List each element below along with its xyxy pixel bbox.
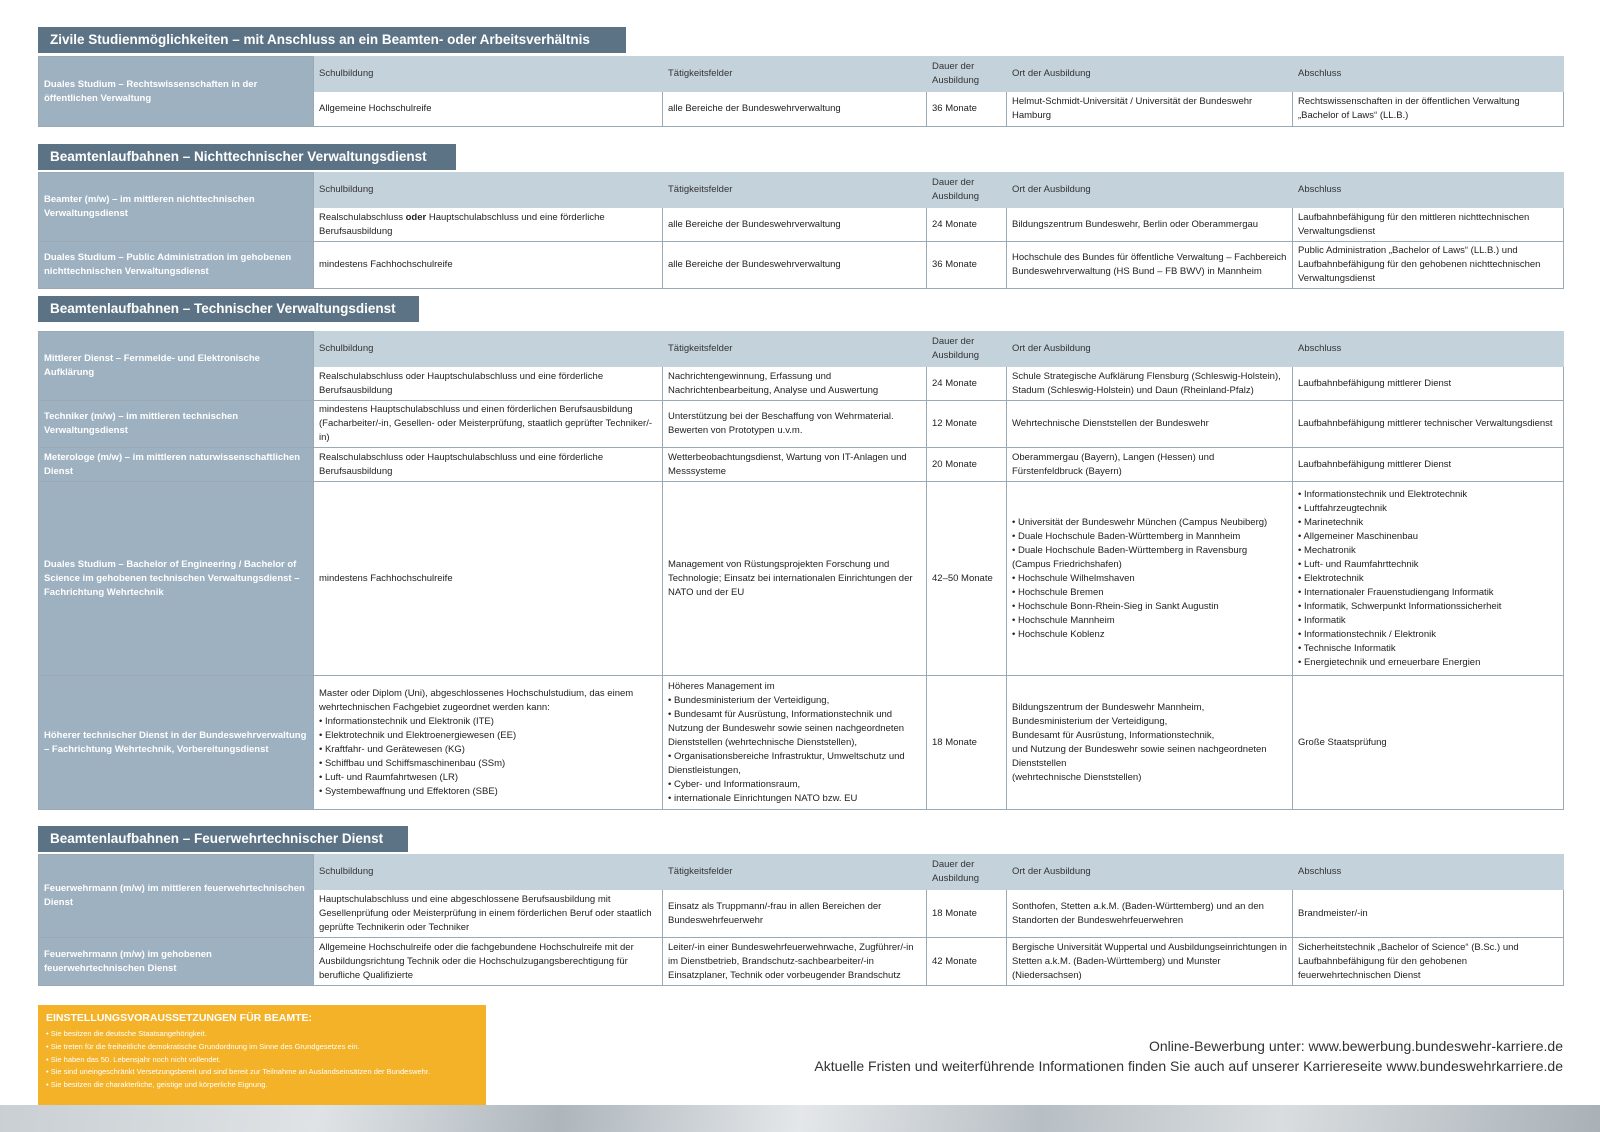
table-header-row	[39, 57, 1564, 92]
taetigkeit-list	[668, 694, 921, 806]
header-abschluss: Abschluss	[1293, 855, 1564, 890]
ort-line: und Nutzung der Bundeswehr sowie seinen nachgeordneten Dienststellen	[1012, 743, 1267, 769]
list-item: • Organisationsbereiche Infrastruktur, Umweltschutz und Dienstleistungen,	[668, 750, 921, 778]
list-item: • Duale Hochschule Baden-Württemberg in Ravensburg (Campus Friedrichshafen)	[1012, 544, 1287, 572]
cell-schulbildung: mindestens Hauptschulabschluss und einen förderlichen Berufsausbildung (Facharbeiter/-in, Gesellen- oder Meisterprüfung, staatlich geprüfter Techniker/-in)	[314, 401, 663, 448]
list-item: • Hochschule Bonn-Rhein-Sieg in Sankt Augustin	[1012, 600, 1287, 614]
header-ort: Ort der Ausbildung	[1007, 57, 1293, 92]
cell-taetigkeit: alle Bereiche der Bundeswehrverwaltung	[663, 208, 927, 242]
cell-ort: Sonthofen, Stetten a.k.M. (Baden-Württemberg) und an den Standorten der Bundeswehrfeuerwehren	[1007, 890, 1293, 938]
cell-dauer: 20 Monate	[927, 448, 1007, 482]
footer-bewerbung-link: Online-Bewerbung unter: www.bewerbung.bundeswehr-karriere.de	[1148, 1038, 1563, 1054]
cell-ort: Hochschule des Bundes für öffentliche Verwaltung – Fachbereich Bundeswehrverwaltung (HS Bund – FB BWV) in Mannheim	[1007, 242, 1293, 289]
cell-abschluss: Public Administration „Bachelor of Laws“ (LL.B.) und Laufbahnbefähigung für den gehobenen nichttechnischen Verwaltungsdienst	[1293, 242, 1564, 289]
list-item: • Hochschule Koblenz	[1012, 628, 1287, 642]
cell-taetigkeit: Einsatz als Truppmann/-frau in allen Bereichen der Bundeswehrfeuerwehr	[663, 890, 927, 938]
list-item: • Luftfahrzeugtechnik	[1298, 502, 1558, 516]
header-abschluss: Abschluss	[1293, 173, 1564, 208]
header-abschluss: Abschluss	[1293, 332, 1564, 367]
cell-abschluss: Rechtswissenschaften in der öffentlichen Verwaltung „Bachelor of Laws“ (LL.B.)	[1293, 92, 1564, 127]
list-item: • Sie besitzen die deutsche Staatsangehörigkeit.	[46, 1028, 478, 1041]
cell-schulbildung: Allgemeine Hochschulreife oder die fachgebundene Hochschulreife mit der Ausbildungsrichtung Technik oder die Hochschulzugangsberechtigung für berufliche Qualifizierte	[314, 938, 663, 986]
cell-ort	[1007, 482, 1293, 676]
cell-schulbildung: Realschulabschluss oder Hauptschulabschluss und eine förderliche Berufsausbildung	[314, 448, 663, 482]
taetigkeit-intro: Höheres Management im	[668, 680, 775, 692]
cell-schulbildung: Hauptschulabschluss und eine abgeschlossene Berufsausbildung mit Gesellenprüfung oder Meisterprüfung in einem förderlichen Beruf oder staatlich geprüfte Technikerin oder Techniker	[314, 890, 663, 938]
list-item: • Elektrotechnik und Elektroenergiewesen (EE)	[319, 729, 657, 743]
row-label: Höherer technischer Dienst in der Bundeswehrverwaltung – Fachrichtung Wehrtechnik, Vorbereitungsdienst	[39, 676, 314, 810]
row-label: Feuerwehrmann (m/w) im gehobenen feuerwehrtechnischen Dienst	[39, 938, 314, 986]
cell-schulbildung: Realschulabschluss oder Hauptschulabschluss und eine förderliche Berufsausbildung	[314, 367, 663, 401]
cell-abschluss: Sicherheitstechnik „Bachelor of Science“ (B.Sc.) und Laufbahnbefähigung für den gehobenen feuerwehrtechnischen Dienst	[1293, 938, 1564, 986]
cell-taetigkeit: Wetterbeobachtungsdienst, Wartung von IT-Anlagen und Messsysteme	[663, 448, 927, 482]
schulbildung-list	[319, 715, 657, 799]
footer-info-link: Aktuelle Fristen und weiterführende Informationen finden Sie auch auf unserer Karriereseite www.bundeswehrkarriere.de	[814, 1058, 1563, 1074]
ort-list	[1012, 516, 1287, 642]
list-item: • Universität der Bundeswehr München (Campus Neubiberg)	[1012, 516, 1287, 530]
header-ort: Ort der Ausbildung	[1007, 332, 1293, 367]
requirements-list	[38, 1028, 486, 1092]
cell-dauer: 36 Monate	[927, 242, 1007, 289]
table-header-row	[39, 173, 1564, 208]
section-title: Zivile Studienmöglichkeiten – mit Anschluss an ein Beamten- oder Arbeitsverhältnis	[38, 27, 626, 53]
cell-abschluss: Laufbahnbefähigung mittlerer Dienst	[1293, 367, 1564, 401]
cell-ort	[1007, 676, 1293, 810]
list-item: • Sie sind uneingeschränkt Versetzungsbereit und sind bereit zur Teilnahme an Auslandseinsätzen der Bundeswehr.	[46, 1066, 478, 1079]
header-ort: Ort der Ausbildung	[1007, 855, 1293, 890]
table-feuerwehr	[38, 854, 1564, 986]
list-item: • Informatik	[1298, 614, 1558, 628]
table-zivile-studien	[38, 56, 1564, 127]
cell-taetigkeit	[663, 676, 927, 810]
header-taetigkeit: Tätigkeitsfelder	[663, 173, 927, 208]
cell-taetigkeit: Unterstützung bei der Beschaffung von Wehrmaterial. Bewerten von Prototypen u.v.m.	[663, 401, 927, 448]
cell-abschluss: Große Staatsprüfung	[1293, 676, 1564, 810]
cell-abschluss	[1293, 482, 1564, 676]
header-taetigkeit: Tätigkeitsfelder	[663, 855, 927, 890]
table-header-row	[39, 332, 1564, 367]
list-item: • Energietechnik und erneuerbare Energien	[1298, 656, 1558, 670]
list-item: • Internationaler Frauenstudiengang Informatik	[1298, 586, 1558, 600]
row-label: Feuerwehrmann (m/w) im mittleren feuerwehrtechnischen Dienst	[39, 855, 314, 938]
schulbildung-part-a: Realschulabschluss	[319, 211, 403, 223]
requirements-title: EINSTELLUNGSVORAUSSETZUNGEN FÜR BEAMTE:	[46, 1012, 313, 1024]
row-label: Meterologe (m/w) – im mittleren naturwissenschaftlichen Dienst	[39, 448, 314, 482]
section-title: Beamtenlaufbahnen – Nichttechnischer Verwaltungsdienst	[38, 144, 456, 170]
cell-taetigkeit: Leiter/-in einer Bundeswehrfeuerwehrwache, Zugführer/-in im Dienstbetrieb, Brandschutz-sachbearbeiter/-in Einsatzplaner, Technik oder vorbeugender Brandschutz	[663, 938, 927, 986]
ort-line: Bildungszentrum der Bundeswehr Mannheim,	[1012, 701, 1205, 713]
list-item: • Marinetechnik	[1298, 516, 1558, 530]
header-dauer: Dauer der Ausbildung	[927, 332, 1007, 367]
table-row	[39, 448, 1564, 482]
cell-schulbildung: Allgemeine Hochschulreife	[314, 92, 663, 127]
requirements-box	[38, 1005, 486, 1105]
list-item: • Sie treten für die freiheitliche demokratische Grundordnung im Sinne des Grundgesetzes ein.	[46, 1041, 478, 1054]
ort-line: Bundesamt für Ausrüstung, Informationstechnik,	[1012, 729, 1215, 741]
list-item: • Sie besitzen die charakterliche, geistige und körperliche Eignung.	[46, 1079, 478, 1092]
table-row	[39, 676, 1564, 810]
list-item: • Systembewaffnung und Effektoren (SBE)	[319, 785, 657, 799]
header-abschluss: Abschluss	[1293, 57, 1564, 92]
header-schulbildung: Schulbildung	[314, 57, 663, 92]
list-item: • Bundesministerium der Verteidigung,	[668, 694, 921, 708]
header-ort: Ort der Ausbildung	[1007, 173, 1293, 208]
list-item: • Sie haben das 50. Lebensjahr noch nicht vollendet.	[46, 1054, 478, 1067]
table-row	[39, 242, 1564, 289]
row-label: Duales Studium – Bachelor of Engineering / Bachelor of Science im gehobenen technischen Verwaltungsdienst – Fachrichtung Wehrtechnik	[39, 482, 314, 676]
header-taetigkeit: Tätigkeitsfelder	[663, 332, 927, 367]
header-schulbildung: Schulbildung	[314, 855, 663, 890]
list-item: • Hochschule Mannheim	[1012, 614, 1287, 628]
cell-taetigkeit: alle Bereiche der Bundeswehrverwaltung	[663, 242, 927, 289]
row-label: Beamter (m/w) – im mittleren nichttechnischen Verwaltungsdienst	[39, 173, 314, 242]
list-item: • Luft- und Raumfahrtwesen (LR)	[319, 771, 657, 785]
cell-ort: Wehrtechnische Dienststellen der Bundeswehr	[1007, 401, 1293, 448]
schulbildung-or: oder	[405, 211, 427, 223]
header-dauer: Dauer der Ausbildung	[927, 173, 1007, 208]
list-item: • Allgemeiner Maschinenbau	[1298, 530, 1558, 544]
cell-dauer: 42–50 Monate	[927, 482, 1007, 676]
row-label: Duales Studium – Rechtswissenschaften in der öffentlichen Verwaltung	[39, 57, 314, 127]
cell-ort: Schule Strategische Aufklärung Flensburg (Schleswig-Holstein), Stadum (Schleswig-Holstein) und Daun (Rheinland-Pfalz)	[1007, 367, 1293, 401]
cell-dauer: 24 Monate	[927, 208, 1007, 242]
list-item: • Bundesamt für Ausrüstung, Informationstechnik und Nutzung der Bundeswehr sowie seinen nachgeordneten Dienststellen (wehrtechnische Dienststellen),	[668, 708, 921, 750]
cell-dauer: 18 Monate	[927, 890, 1007, 938]
ort-line: (wehrtechnische Dienststellen)	[1012, 771, 1142, 783]
cell-abschluss: Laufbahnbefähigung für den mittleren nichttechnischen Verwaltungsdienst	[1293, 208, 1564, 242]
header-dauer: Dauer der Ausbildung	[927, 855, 1007, 890]
cell-schulbildung	[314, 208, 663, 242]
table-row	[39, 482, 1564, 676]
cell-schulbildung	[314, 676, 663, 810]
cell-dauer: 18 Monate	[927, 676, 1007, 810]
abschluss-list	[1298, 488, 1558, 670]
list-item: • internationale Einrichtungen NATO bzw. EU	[668, 792, 921, 806]
header-taetigkeit: Tätigkeitsfelder	[663, 57, 927, 92]
list-item: • Cyber- und Informationsraum,	[668, 778, 921, 792]
list-item: • Elektrotechnik	[1298, 572, 1558, 586]
row-label: Mittlerer Dienst – Fernmelde- und Elektronische Aufklärung	[39, 332, 314, 401]
cell-schulbildung: mindestens Fachhochschulreife	[314, 242, 663, 289]
list-item: • Mechatronik	[1298, 544, 1558, 558]
header-schulbildung: Schulbildung	[314, 332, 663, 367]
section-title: Beamtenlaufbahnen – Technischer Verwaltungsdienst	[38, 296, 419, 322]
list-item: • Hochschule Bremen	[1012, 586, 1287, 600]
cell-taetigkeit: alle Bereiche der Bundeswehrverwaltung	[663, 92, 927, 127]
cell-taetigkeit: Management von Rüstungsprojekten Forschung und Technologie; Einsatz bei internationalen Einrichtungen der NATO und der EU	[663, 482, 927, 676]
ort-line: Bundesministerium der Verteidigung,	[1012, 715, 1168, 727]
list-item: • Informationstechnik / Elektronik	[1298, 628, 1558, 642]
cell-schulbildung: mindestens Fachhochschulreife	[314, 482, 663, 676]
cell-ort: Bildungszentrum Bundeswehr, Berlin oder Oberammergau	[1007, 208, 1293, 242]
row-label: Techniker (m/w) – im mittleren technischen Verwaltungsdienst	[39, 401, 314, 448]
cell-ort: Bergische Universität Wuppertal und Ausbildungseinrichtungen in Stetten a.k.M. (Baden-Württemberg) und Munster (Niedersachsen)	[1007, 938, 1293, 986]
header-schulbildung: Schulbildung	[314, 173, 663, 208]
list-item: • Technische Informatik	[1298, 642, 1558, 656]
list-item: • Luft- und Raumfahrttechnik	[1298, 558, 1558, 572]
schulbildung-intro: Master oder Diplom (Uni), abgeschlossenes Hochschulstudium, das einem wehrtechnischen Fachgebiet zugeordnet werden kann:	[319, 687, 634, 713]
table-header-row	[39, 855, 1564, 890]
cell-ort: Oberammergau (Bayern), Langen (Hessen) und Fürstenfeldbruck (Bayern)	[1007, 448, 1293, 482]
row-label: Duales Studium – Public Administration im gehobenen nichttechnischen Verwaltungsdienst	[39, 242, 314, 289]
header-dauer: Dauer der Ausbildung	[927, 57, 1007, 92]
section-title: Beamtenlaufbahnen – Feuerwehrtechnischer Dienst	[38, 826, 408, 852]
table-nichttechnisch	[38, 172, 1564, 289]
list-item: • Hochschule Wilhelmshaven	[1012, 572, 1287, 586]
table-technisch	[38, 331, 1564, 810]
cell-dauer: 12 Monate	[927, 401, 1007, 448]
list-item: • Duale Hochschule Baden-Württemberg in Mannheim	[1012, 530, 1287, 544]
cell-abschluss: Laufbahnbefähigung mittlerer technischer Verwaltungsdienst	[1293, 401, 1564, 448]
cell-abschluss: Brandmeister/-in	[1293, 890, 1564, 938]
cell-dauer: 42 Monate	[927, 938, 1007, 986]
list-item: • Kraftfahr- und Gerätewesen (KG)	[319, 743, 657, 757]
table-row	[39, 401, 1564, 448]
schulbildung-part-b: Hauptschulabschluss und eine förderliche Berufsausbildung	[319, 211, 605, 237]
cell-ort: Helmut-Schmidt-Universität / Universität der Bundeswehr Hamburg	[1007, 92, 1293, 127]
table-row	[39, 938, 1564, 986]
cell-taetigkeit: Nachrichtengewinnung, Erfassung und Nachrichtenbearbeitung, Analyse und Auswertung	[663, 367, 927, 401]
list-item: • Informationstechnik und Elektrotechnik	[1298, 488, 1558, 502]
list-item: • Schiffbau und Schiffsmaschinenbau (SSm)	[319, 757, 657, 771]
list-item: • Informationstechnik und Elektronik (ITE)	[319, 715, 657, 729]
cell-dauer: 36 Monate	[927, 92, 1007, 127]
decorative-footer-band	[0, 1105, 1600, 1132]
cell-dauer: 24 Monate	[927, 367, 1007, 401]
cell-abschluss: Laufbahnbefähigung mittlerer Dienst	[1293, 448, 1564, 482]
list-item: • Informatik, Schwerpunkt Informationssicherheit	[1298, 600, 1558, 614]
